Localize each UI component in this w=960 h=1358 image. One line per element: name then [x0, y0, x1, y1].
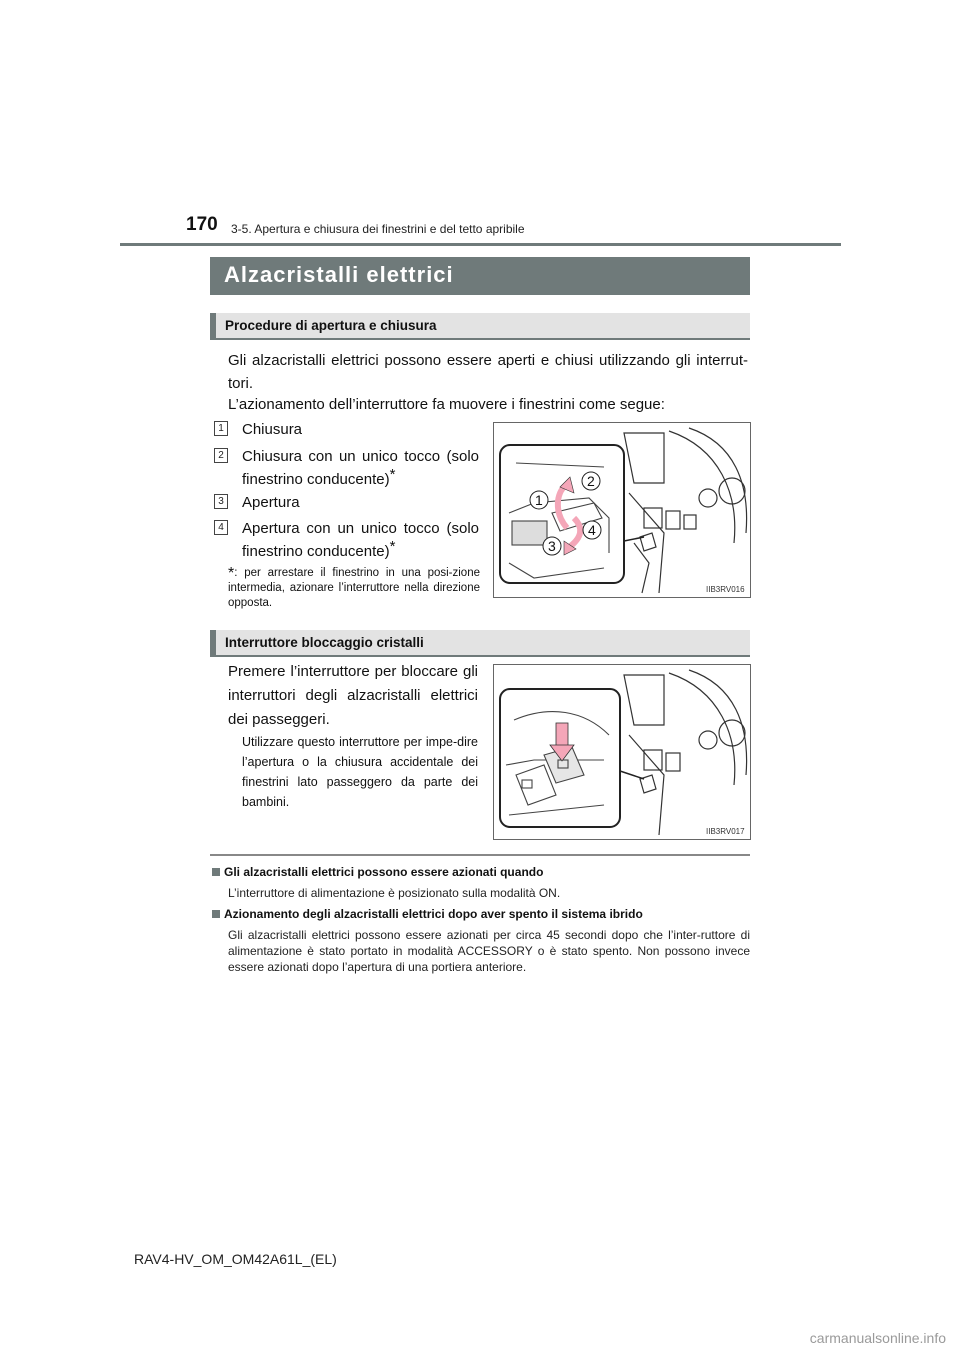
- note-heading: Azionamento degli alzacristalli elettrici dopo aver spento il sistema ibrido: [212, 907, 750, 921]
- note-heading: Gli alzacristalli elettrici possono essere azionati quando: [212, 865, 750, 879]
- lock-switch-note: Utilizzare questo interruttore per impe-dire l’apertura o la chiusura accidentale dei finestrini lato passeggero da parte dei bambini.: [242, 735, 478, 809]
- illustration-window-switch: [494, 423, 750, 597]
- watermark: carmanualsonline.info: [809, 1330, 946, 1346]
- figure-window-switch: [493, 422, 751, 598]
- figure-code: IIB3RV017: [706, 827, 745, 836]
- asterisk-mark: *: [389, 538, 396, 555]
- subsection-title: Interruttore bloccaggio cristalli: [225, 635, 424, 650]
- press-arrow: [556, 723, 568, 747]
- asterisk-mark: *: [389, 466, 396, 483]
- running-title: 3-5. Apertura e chiusura dei finestrini e del tetto apribile: [231, 222, 525, 236]
- illustration-lock-switch: [494, 665, 750, 839]
- subsection-heading-procedures: [210, 313, 750, 340]
- subsection-heading-lock-switch: [210, 630, 750, 657]
- note-body: L’interruttore di alimentazione è posizionato sulla modalità ON.: [228, 886, 561, 900]
- list-number: 2: [214, 448, 228, 463]
- figure-code: IIB3RV016: [706, 585, 745, 594]
- footnote-mark: *: [228, 565, 235, 582]
- list-number: 3: [214, 494, 228, 509]
- figure-lock-switch: [493, 664, 751, 840]
- callout-1: 1: [535, 492, 543, 508]
- list-item: Apertura con un unico tocco (solo finestrino conducente)*: [242, 520, 479, 560]
- header-rule: [120, 243, 841, 246]
- footnote: *: per arrestare il finestrino in una posi-zione intermedia, azionare l’interruttore nella direzione opposta.: [228, 565, 480, 609]
- callout-3: 3: [548, 538, 556, 554]
- square-bullet-icon: [212, 868, 220, 876]
- callout-2: 2: [587, 473, 595, 489]
- list-item: Chiusura: [242, 421, 303, 438]
- note-body: Gli alzacristalli elettrici possono essere azionati per circa 45 secondi dopo che l’inter-ruttore di alimentazione è stato portato in modalità ACCESSORY o è stato spento. Non possono invece essere azionati dopo l’apertura di una portiera anteriore.: [228, 928, 750, 974]
- list-number: 1: [214, 421, 228, 436]
- list-item: Apertura: [242, 494, 300, 511]
- intro-paragraph: Gli alzacristalli elettrici possono essere aperti e chiusi utilizzando gli interrut-tori.: [228, 352, 748, 392]
- notes-divider: [210, 854, 750, 856]
- lead-paragraph: L’azionamento dell’interruttore fa muovere i finestrini come segue:: [228, 396, 665, 413]
- callout-4: 4: [588, 522, 596, 538]
- page-number: 170: [186, 214, 218, 235]
- section-banner: [210, 257, 750, 295]
- footer-code: RAV4-HV_OM_OM42A61L_(EL): [134, 1251, 337, 1267]
- section-title: Alzacristalli elettrici: [224, 262, 454, 287]
- list-item: Chiusura con un unico tocco (solo finestrino conducente)*: [242, 448, 479, 488]
- lock-switch-paragraph: Premere l’interruttore per bloccare gli interruttori degli alzacristalli elettrici dei passeggeri.: [228, 663, 478, 728]
- square-bullet-icon: [212, 910, 220, 918]
- subsection-title: Procedure di apertura e chiusura: [225, 318, 437, 333]
- list-number: 4: [214, 520, 228, 535]
